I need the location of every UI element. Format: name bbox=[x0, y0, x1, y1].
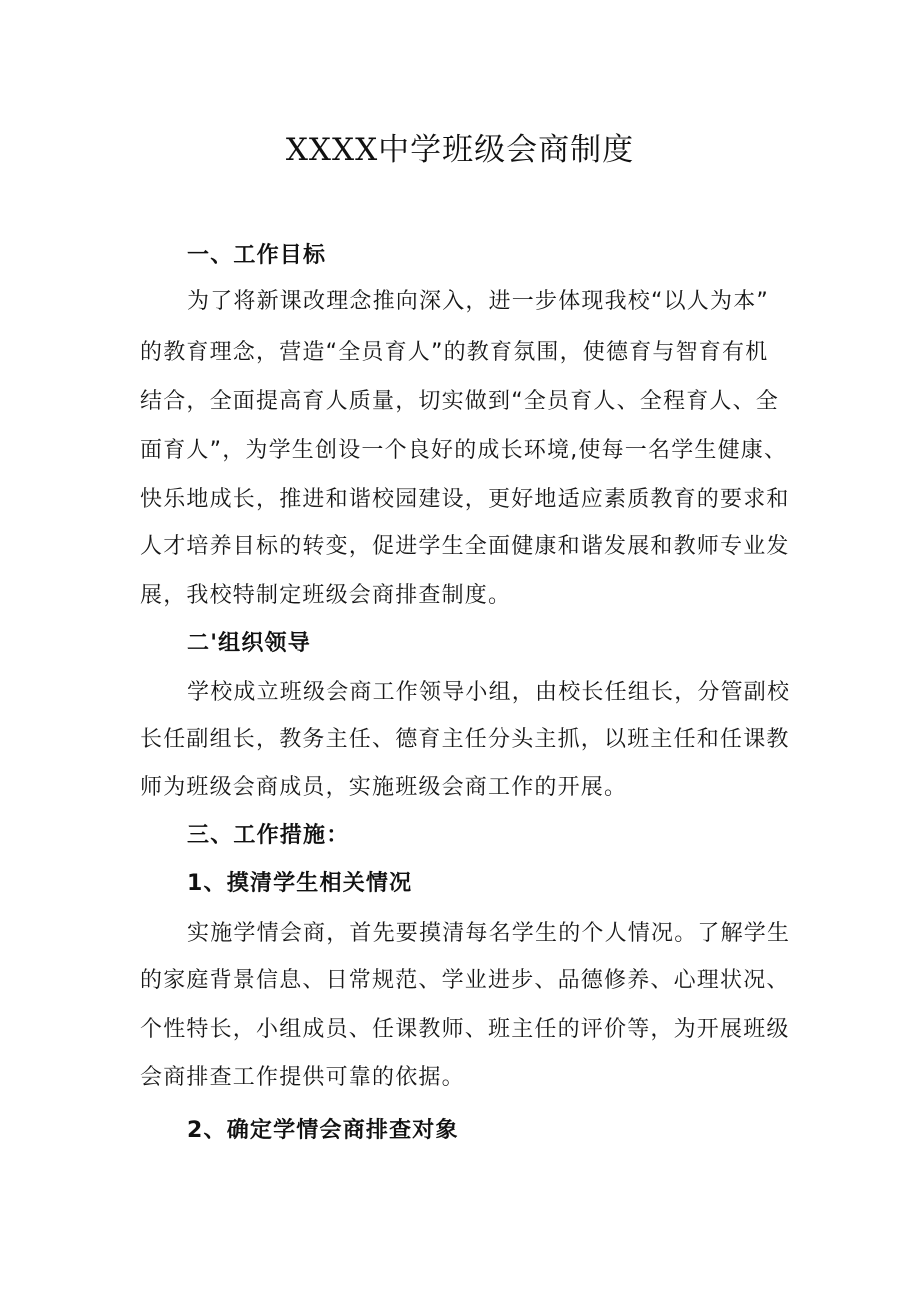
section-2-line: 学校成立班级会商工作领导小组，由校长任组长，分管副校 bbox=[187, 680, 791, 705]
section-1-line: 面育人”，为学生创设一个良好的成长环境,使每一名学生健康、 bbox=[140, 438, 788, 463]
section-1-line: 展，我校特制定班级会商排查制度。 bbox=[140, 583, 512, 608]
section-3-sub-1-line: 实施学情会商，首先要摸清每名学生的个人情况。了解学生 bbox=[187, 921, 791, 946]
document-title: XXXX中学班级会商制度 bbox=[285, 132, 635, 168]
section-2-line: 长任副组长，教务主任、德育主任分头主抓，以班主任和任课教 bbox=[140, 727, 790, 752]
section-1-line: 结合，全面提高育人质量，切实做到“全员育人、全程育人、全 bbox=[140, 389, 779, 414]
section-1-line: 为了将新课改理念推向深入，进一步体现我校“以人为本” bbox=[187, 289, 769, 314]
section-1-line: 人才培养目标的转变，促进学生全面健康和谐发展和教师专业发 bbox=[140, 534, 790, 559]
section-3-sub-1-heading: 1、摸清学生相关情况 bbox=[187, 871, 413, 896]
section-1-line: 的教育理念，营造“全员育人”的教育氛围，使德育与智育有机 bbox=[140, 340, 769, 365]
section-1-line: 快乐地成长，推进和谐校园建设，更好地适应素质教育的要求和 bbox=[140, 487, 790, 512]
section-3-sub-1-line: 会商排查工作提供可靠的依据。 bbox=[140, 1065, 465, 1090]
section-1-heading: 一、工作目标 bbox=[187, 243, 327, 268]
section-3-heading: 三、工作措施： bbox=[187, 823, 350, 848]
section-3-sub-1-line: 个性特长，小组成员、任课教师、班主任的评价等，为开展班级 bbox=[140, 1017, 790, 1042]
section-2-line: 师为班级会商成员，实施班级会商工作的开展。 bbox=[140, 775, 628, 800]
section-3-sub-1-line: 的家庭背景信息、日常规范、学业进步、品德修养、心理状况、 bbox=[140, 968, 790, 993]
section-2-heading: 二'组织领导 bbox=[187, 631, 311, 656]
section-3-sub-2-heading: 2、确定学情会商排查对象 bbox=[187, 1118, 459, 1143]
